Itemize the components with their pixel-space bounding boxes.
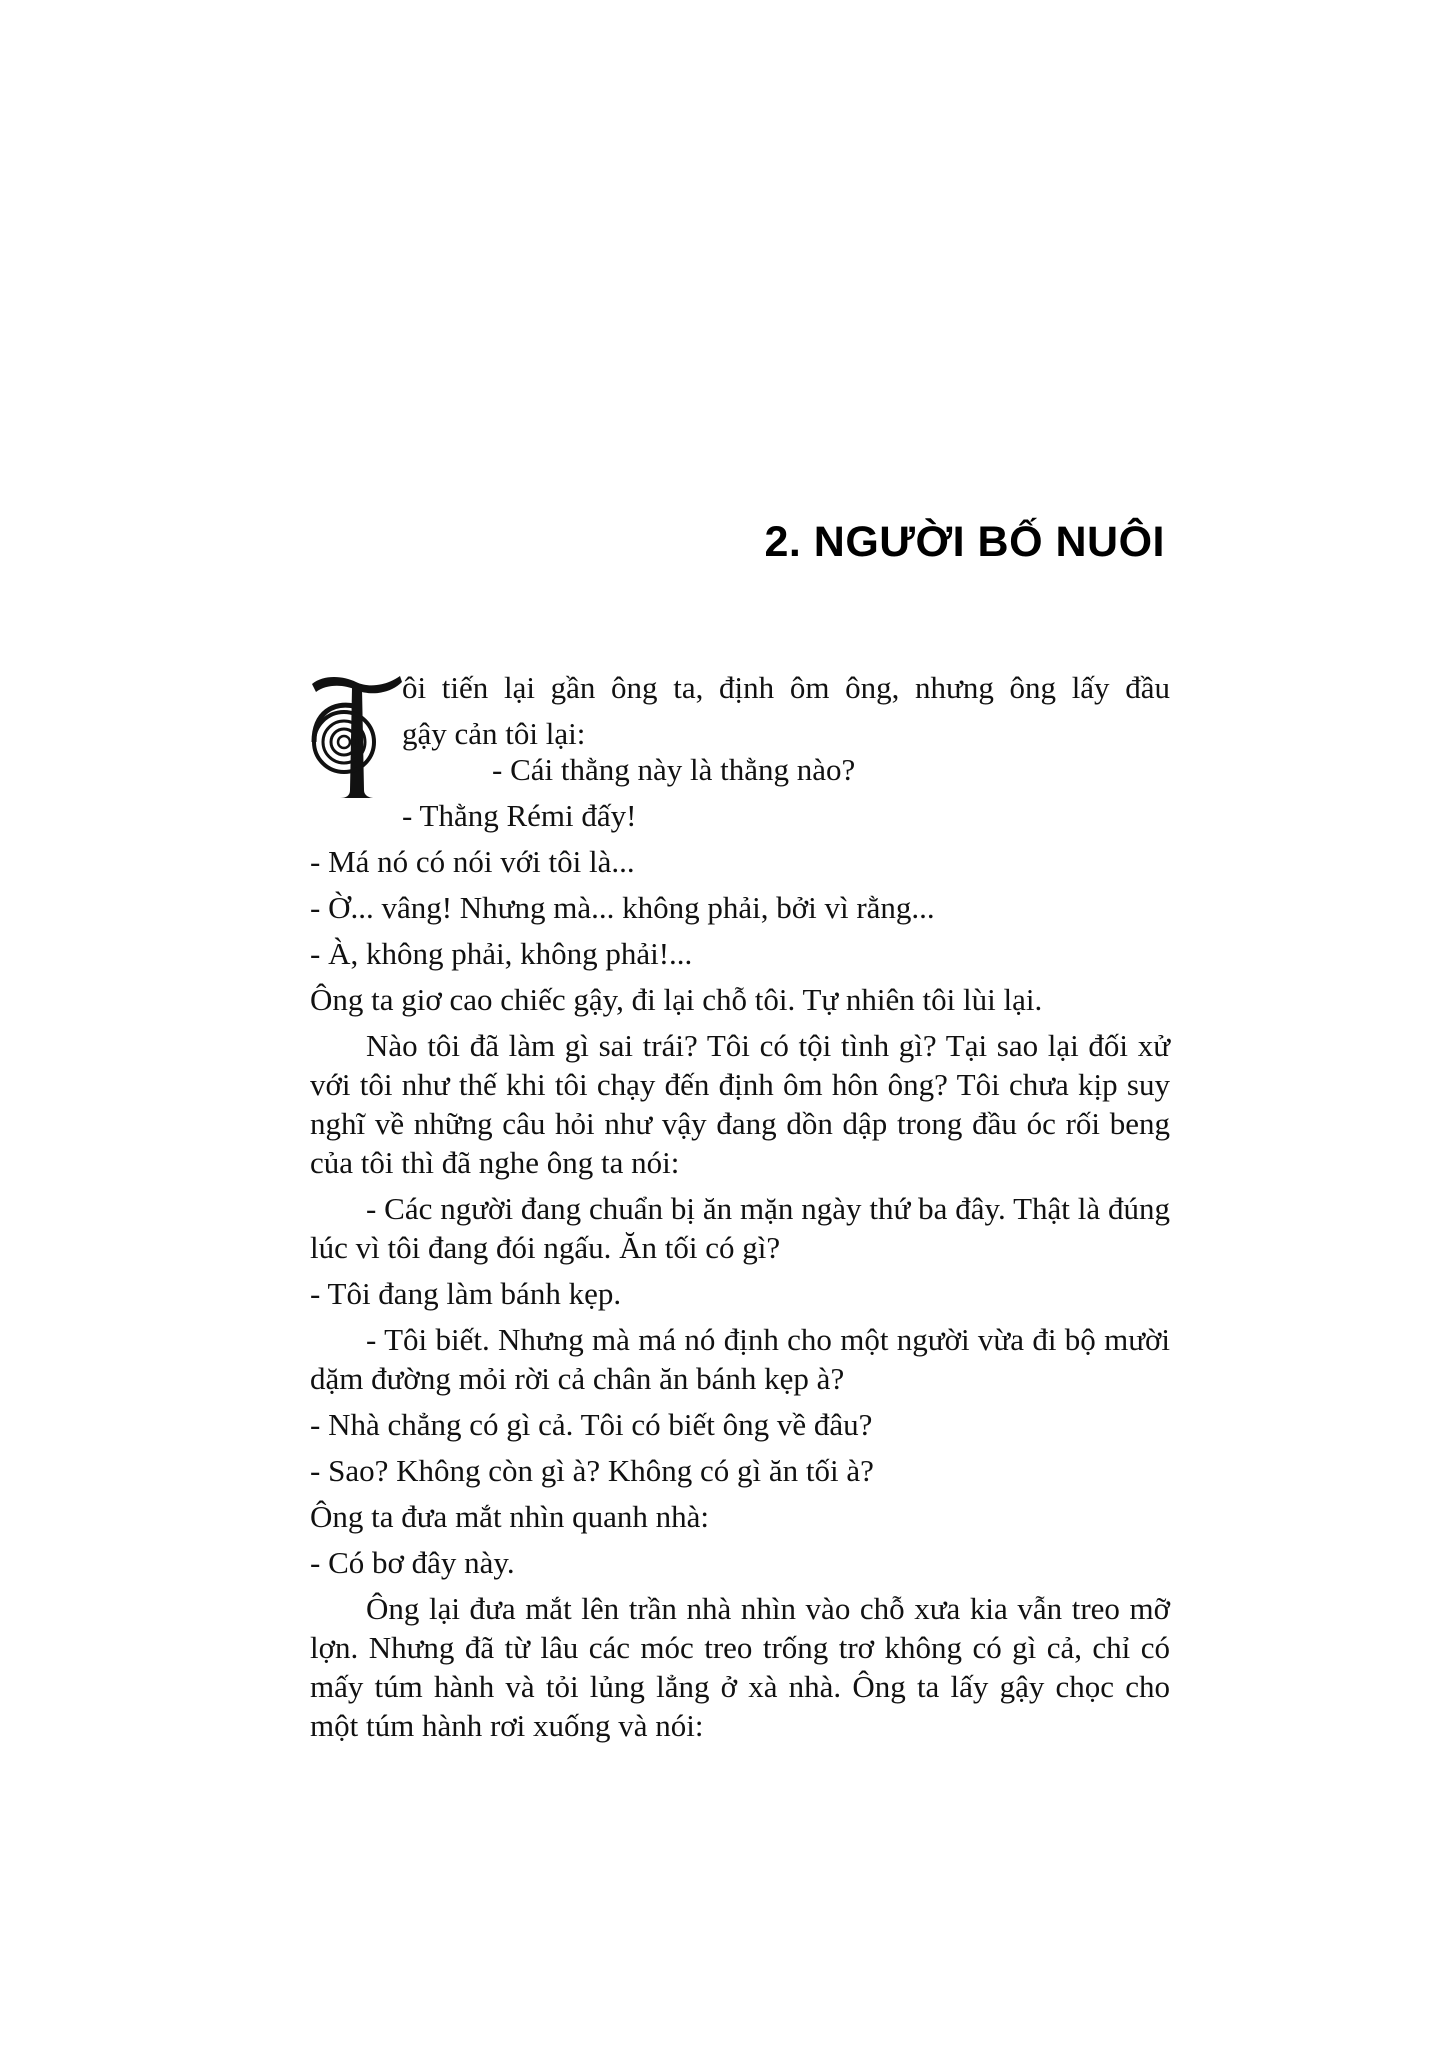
opening-line-1: ôi tiến lại gần ông ta, định ôm ông, nhưng ông lấy đầu xyxy=(402,670,1170,705)
body-paragraph: Ông ta giơ cao chiếc gậy, đi lại chỗ tôi. Tự nhiên tôi lùi lại. xyxy=(310,982,1043,1017)
body-paragraph: - À, không phải, không phải!... xyxy=(310,936,693,971)
body-paragraph: Ông ta đưa mắt nhìn quanh nhà: xyxy=(310,1499,710,1534)
dropcap-letter-t-icon xyxy=(304,672,396,802)
body-paragraph: - Các người đang chuẩn bị ăn mặn ngày thứ ba đây. Thật là đúng lúc vì tôi đang đói ngấu. Ăn tối có gì? xyxy=(310,1191,1170,1265)
body-paragraph: - Tôi đang làm bánh kẹp. xyxy=(310,1276,622,1311)
body-paragraph: - Sao? Không còn gì à? Không có gì ăn tối à? xyxy=(310,1453,874,1488)
body-paragraph: - Nhà chẳng có gì cả. Tôi có biết ông về đâu? xyxy=(310,1407,873,1442)
body-paragraph: - Ờ... vâng! Nhưng mà... không phải, bởi vì rằng... xyxy=(310,890,935,925)
opening-paragraph xyxy=(310,668,1170,802)
body-paragraph: Ông lại đưa mắt lên trần nhà nhìn vào chỗ xưa kia vẫn treo mỡ lợn. Nhưng đã từ lâu các móc treo trống trơ không có gì cả, chỉ có mấy túm hành và tỏi lủng lẳng ở xà nhà. Ông ta lấy gậy chọc cho một túm hành rơi xuống và nói: xyxy=(310,1591,1170,1743)
paragraph-list xyxy=(310,796,1170,1745)
chapter-body xyxy=(310,668,1170,1752)
body-paragraph: - Thằng Rémi đấy! xyxy=(402,798,637,833)
opening-line-2: gậy cản tôi lại: xyxy=(402,716,586,751)
chapter-title: 2. NGƯỜI BỐ NUÔI xyxy=(764,518,1165,566)
body-paragraph: Nào tôi đã làm gì sai trái? Tôi có tội tình gì? Tại sao lại đối xử với tôi như thế khi tôi chạy đến định ôm hôn ông? Tôi chưa kịp suy nghĩ về những câu hỏi như vậy đang dồn dập trong đầu óc rối beng của tôi thì đã nghe ông ta nói: xyxy=(310,1028,1170,1180)
body-paragraph: - Má nó có nói với tôi là... xyxy=(310,844,635,879)
body-paragraph: - Có bơ đây này. xyxy=(310,1545,515,1580)
body-paragraph: - Tôi biết. Nhưng mà má nó định cho một người vừa đi bộ mười dặm đường mỏi rời cả chân ăn bánh kẹp à? xyxy=(310,1322,1170,1396)
dialogue-line: - Cái thằng này là thằng nào? xyxy=(492,752,856,787)
